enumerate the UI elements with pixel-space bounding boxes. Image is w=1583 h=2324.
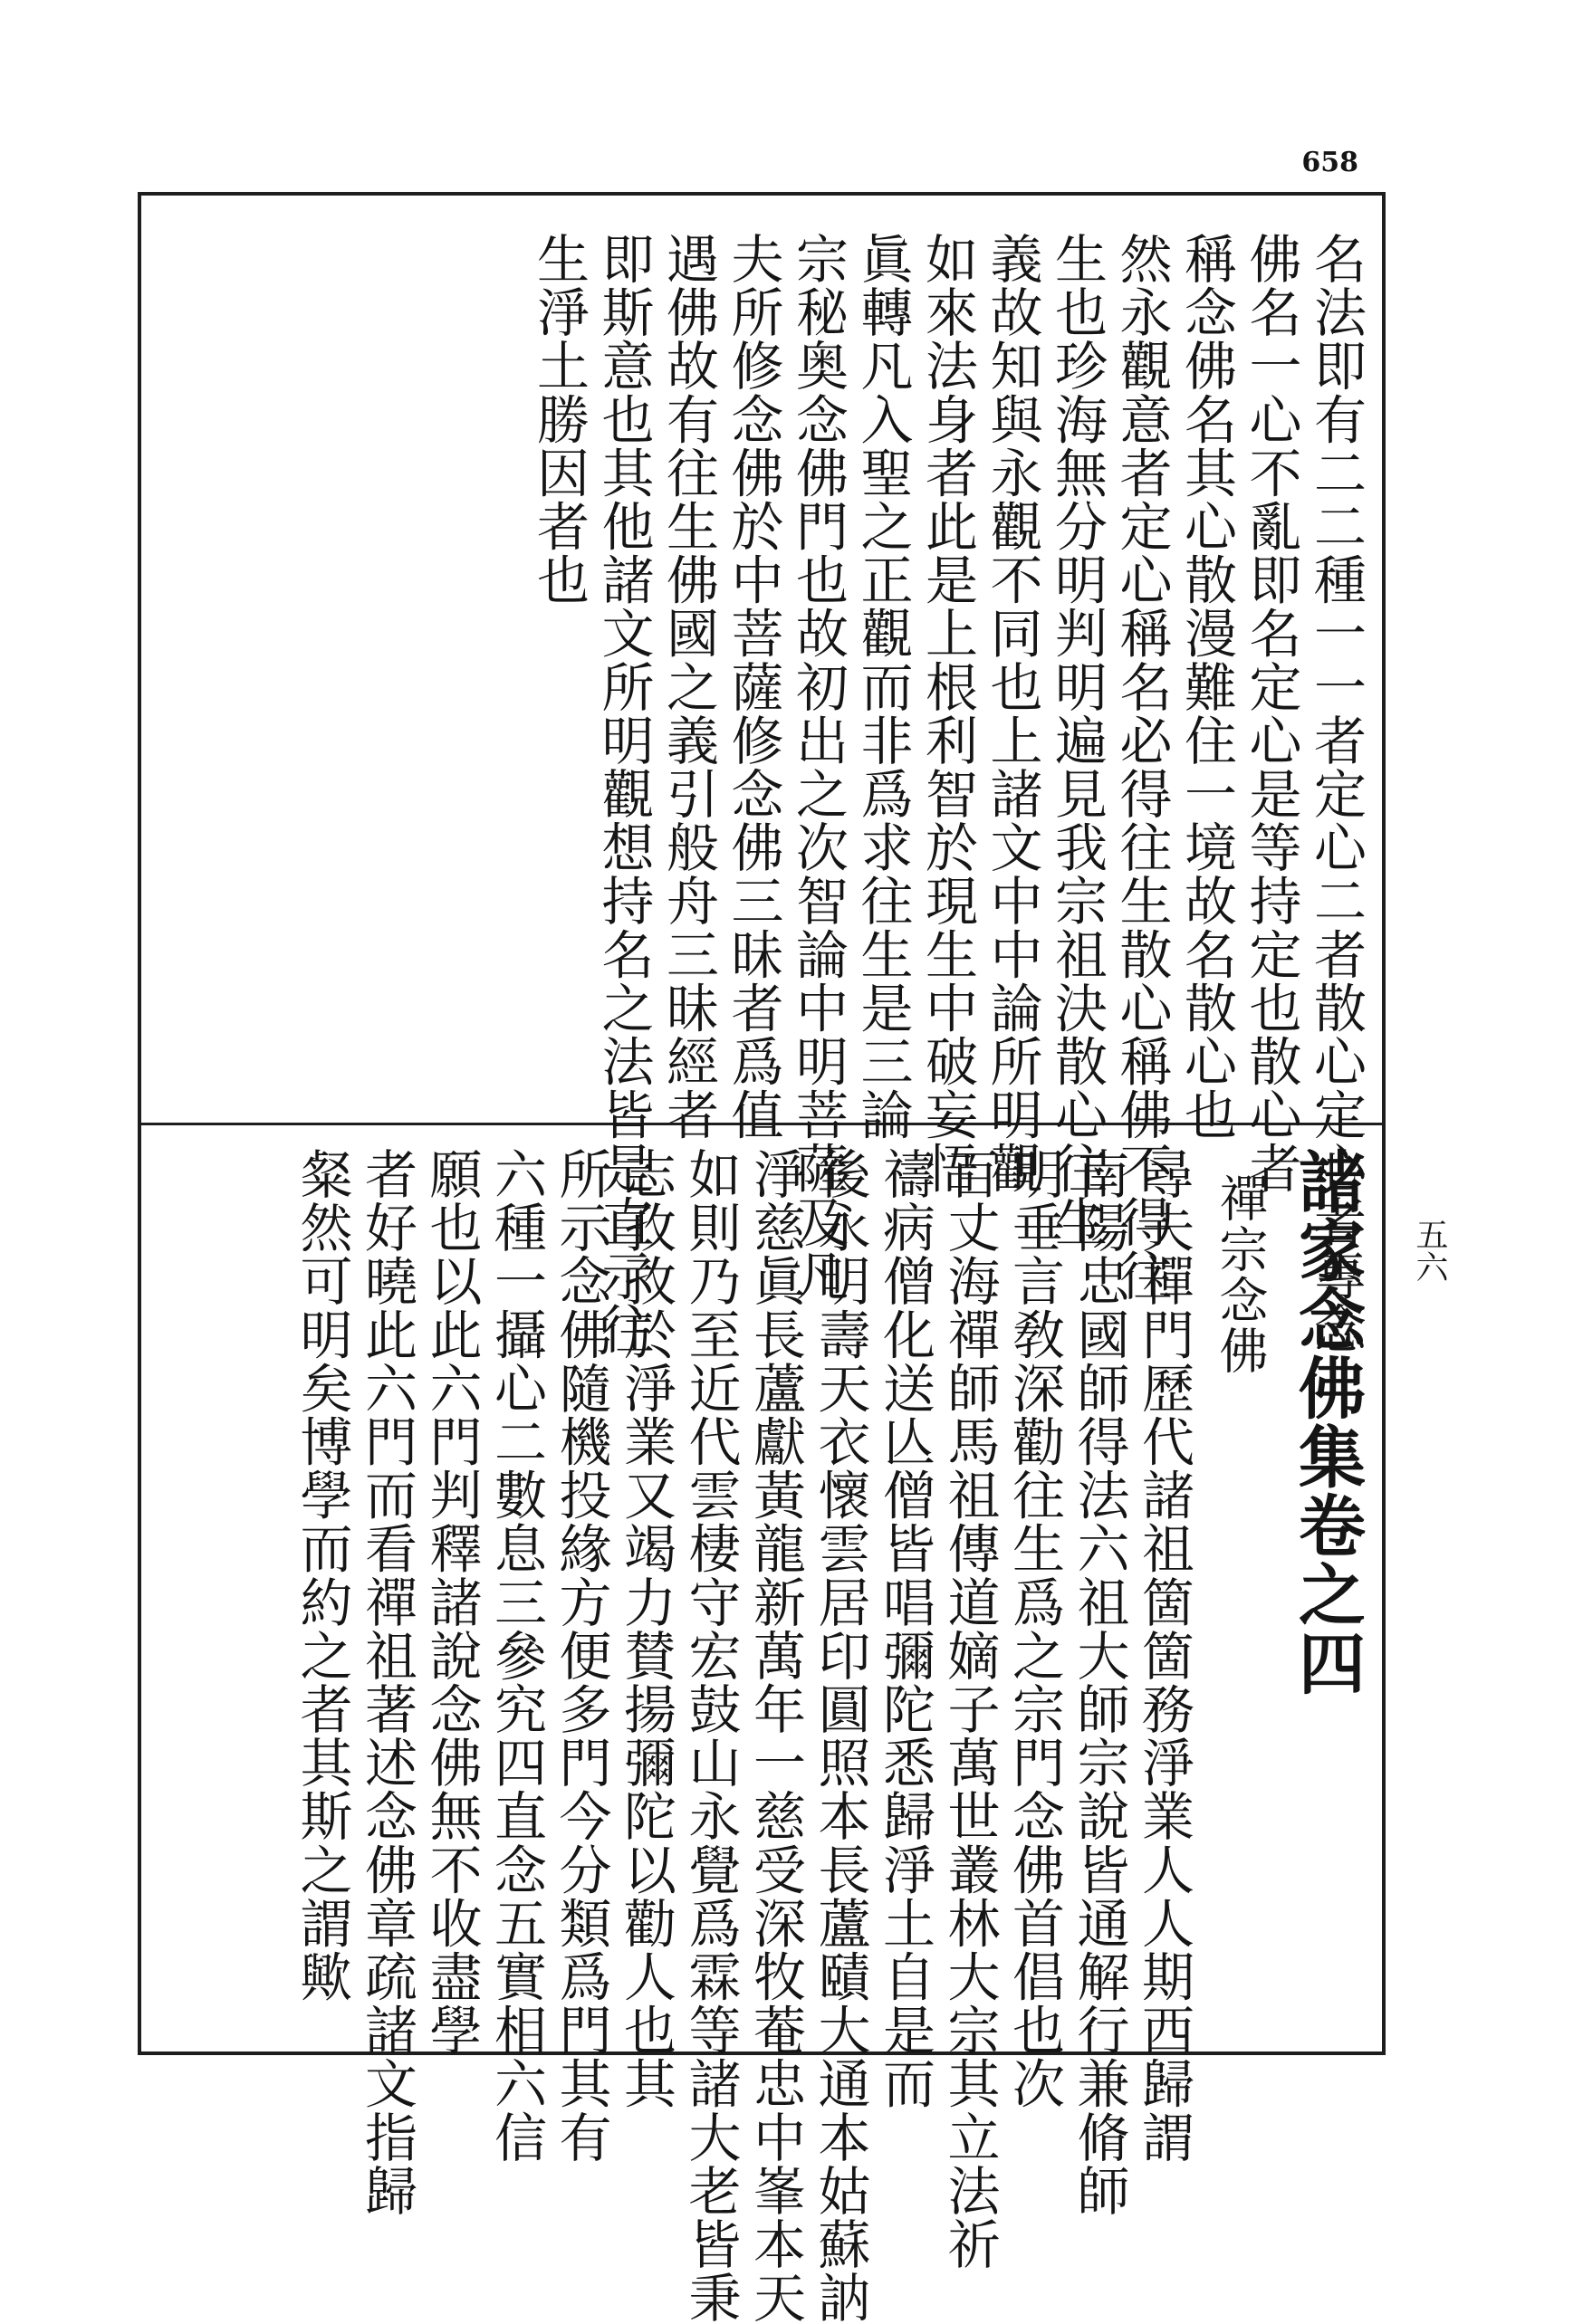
text-column: 六種一攝心二數息三參究四直念五實相六信	[485, 1147, 547, 2164]
text-column: 淨慈眞長蘆獻黃龍新萬年一慈受深牧菴忠中峯本天	[744, 1147, 806, 2324]
text-column: 志孜孜於淨業又竭力賛揚彌陀以勸人也其	[615, 1147, 676, 2110]
text-column: 如則乃至近代雲棲守宏鼓山永覺爲霖等諸大老皆秉	[679, 1147, 742, 2324]
text-column: 粲然可明矣博學而約之者其斯之謂歟	[291, 1147, 353, 2004]
text-column: 遇佛故有往生佛國之義引般舟三昧經者	[657, 232, 719, 1142]
text-column: 義故知與永觀不同也上諸文中中論所明觀	[981, 232, 1043, 1195]
text-column: 後永明壽天衣懷雲居印圓照本長蘆賾大通本姑蘇訥	[809, 1147, 871, 2324]
text-column: 宗秘奥念佛門也故初出之次智論中明菩薩及凡	[787, 232, 849, 1302]
text-column: 生淨土勝因者也	[528, 232, 590, 607]
text-column: 然永觀意者定心稱名必得往生散心稱佛不得往	[1110, 232, 1173, 1302]
text-column: 即斯意也其他諸文所明觀想持名之法皆是直示往	[592, 232, 655, 1356]
text-column: 所示念佛隨機投緣方便多門今分類爲門其有	[550, 1147, 612, 2164]
text-column: 願也以此六門判釋諸說念佛無不收盡學	[420, 1147, 483, 2057]
text-column: 夫所修念佛於中菩薩修念佛三昧者爲值	[722, 232, 784, 1142]
text-column: 佛名一心不亂即名定心是等持定也散心者	[1240, 232, 1302, 1195]
text-column: 稱念佛名其心散漫難住一境故名散心也	[1175, 232, 1237, 1142]
text-column: 名法即有二二種一一者定心二者散心定心者專念	[1305, 232, 1367, 1356]
text-column: 生也珍海無分明判明遍見我宗祖決散心往生	[1046, 232, 1108, 1248]
text-column: 禱病僧化送亾僧皆唱彌陀悉歸淨土自是而	[874, 1147, 935, 2110]
text-column: 明垂言敎深勸往生爲之宗門念佛首倡也次	[1003, 1147, 1065, 2110]
text-column: 眞轉凡入聖之正觀而非爲求往生是三論	[851, 232, 914, 1142]
chapter-title: 諸家念佛集卷之四	[1288, 1147, 1366, 1698]
text-frame	[138, 192, 1386, 2324]
text-column: 百丈海禪師馬祖傳道嫡子萬世叢林大宗其立法祈	[938, 1147, 1001, 2271]
side-folio: 五六	[1411, 1218, 1448, 1283]
page-number: 658	[1301, 147, 1358, 178]
section-title: 禪宗念佛	[1212, 1173, 1269, 1376]
text-column: 如來法身者此是上根利智於現生中破妄悟	[916, 232, 978, 1195]
text-column: 南陽忠國師得法六祖大師宗說皆通解行兼脩師	[1068, 1147, 1130, 2217]
text-column: 者好曉此六門而看禪祖著述念佛章疏諸文指歸	[356, 1147, 417, 2217]
text-column: 尋夫禪門歷代諸祖箇箇務淨業人人期西歸謂	[1133, 1147, 1194, 2164]
